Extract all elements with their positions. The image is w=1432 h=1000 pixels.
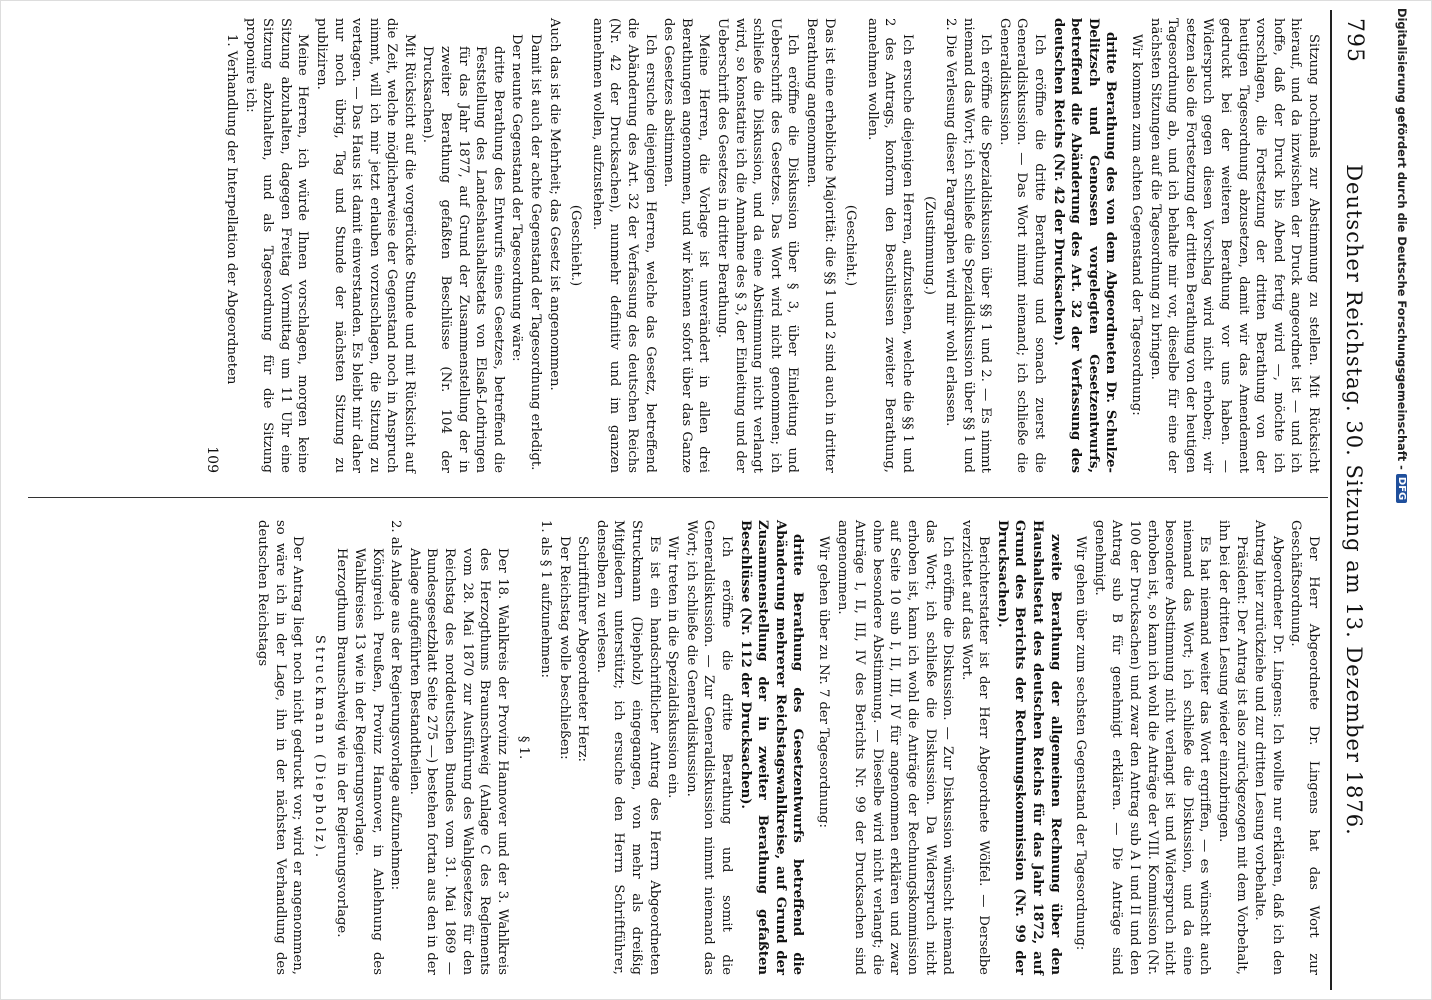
running-head <box>1322 0 1432 1000</box>
digitization-credit <box>1392 8 1412 998</box>
paragraph: Präsident: Der Antrag ist also zurückgezogen mit dem Vorbehalt, ihn bei der dritten Lesung wieder einzubringen. <box>1216 520 1249 975</box>
paragraph: (Zustimmung.) <box>921 196 937 295</box>
paragraph: dritte Berathung des Gesetzentwurfs betreffend die Abänderung mehrerer Reichstagswahlkreise, auf Grund der Zusammenstellung der in zweiter Berathung gefaßten Beschlüsse (Nr. 112 der Drucksachen). <box>737 520 806 975</box>
paragraph: Königreich Preußen, Provinz Hannover, in Anlehnung des Wahlkreises 13 wie in der Regierungsvorlage. <box>352 548 385 975</box>
paragraph: 1. Verhandlung der Interpellation der Abgeordneten <box>223 34 239 385</box>
paragraph: Wir gehen über zu Nr. 7 der Tagesordnung: <box>815 536 831 828</box>
paragraph: Ich ersuche diejenigen Herren, aufzustehen, welche die §§ 1 und 2 des Antrags, konform den Beschlüssen zweiter Berathung, annehmen wollen. <box>864 18 915 473</box>
column-left <box>253 520 1322 975</box>
paragraph: Wir treten in die Spezialdiskussion ein. <box>665 536 681 799</box>
paragraph: Meine Herren, ich würde Ihnen vorschlagen, morgen keine Sitzung abzuhalten, dagegen Freitag Vormittag um 11 Uhr eine Sitzung abzuhalten, und als Tagesordnung für die Sitzung proponire ich: <box>242 18 311 473</box>
paragraph: Ich eröffne die Diskussion über § 3, über Einleitung und Ueberschrift des Gesetzes. Das Wort wird nicht genommen; ich schließe die Diskussion, und da eine Abstimmung nicht verlangt wird, so konstatire ich die Annahme des § 3, der Einleitung und der Ueberschrift des Gesetzes in dritter Berathung. <box>715 18 801 473</box>
paragraph: Der Herr Abgeordnete Dr. Lingens hat das Wort zur Geschäftsordnung. <box>1288 520 1321 975</box>
paragraph: zweite Berathung der allgemeinen Rechnung über den Haushaltsetat des deutschen Reichs für das Jahr 1872, auf Grund des Berichts der Rechnungskommission (Nr. 99 der Drucksachen). <box>994 520 1063 975</box>
paragraph: Wir gehen über zum sechsten Gegenstand der Tagesordnung: <box>1073 536 1089 951</box>
paragraph: Der Antrag liegt noch nicht gedruckt vor; wird er angenommen, so wäre ich in der Lage, ihn in der nächsten Verhandlung des deutschen Reichstags <box>255 520 306 975</box>
header-rule <box>1330 10 1332 990</box>
column-divider <box>28 497 1328 498</box>
paragraph: Ich ersuche diejenigen Herren, welche das Gesetz, betreffend die Abänderung des Art. 32 der Verfassung des deutschen Reichs (Nr. 42 der Drucksachen), nunmehr definitiv und im ganzen annehmen wollen, aufzustehen. <box>589 18 658 473</box>
paragraph: Herzogthum Braunschweig wie in der Regierungsvorlage. <box>333 548 349 938</box>
dfg-logo-icon: DFG <box>1397 474 1408 503</box>
paragraph: Der neunte Gegenstand der Tagesordnung wäre: <box>509 34 525 362</box>
paragraph: 1. als § 1 aufzunehmen: <box>538 520 554 678</box>
running-title: Deutscher Reichstag. 30. Sitzung am 13. Dezember 1876. <box>1342 164 1366 836</box>
paragraph: Wir kommen zum achten Gegenstand der Tagesordnung: <box>1129 34 1145 416</box>
paragraph: Es ist ein handschriftlicher Antrag des Herrn Abgeordneten Struckmann (Diepholz) eingegangen, von mehr als dreißig Mitgliedern unterstützt; ich ersuche den Herrn Schriftführer, denselben zu verlesen. <box>593 520 662 975</box>
paragraph: Es hat niemand weiter das Wort ergriffen, — es wünscht auch niemand das Wort; ich schließe die Diskussion, und da eine besondere Abstimmung nicht verlangt ist und Widerspruch nicht erhoben ist, so kann ich wohl die Anträge der VIII. Kommission (Nr. 100 der Drucksachen) und zwar den Antrag sub A I und II und den Antrag sub B für genehmigt erklären. — Die Anträge sind genehmigt. <box>1091 520 1213 975</box>
paragraph: Auch das ist die Mehrheit; das Gesetz ist angenommen. <box>546 18 562 391</box>
paragraph: Berichterstatter ist der Herr Abgeordnete Wölfel. — Derselbe verzichtet auf das Wort. <box>958 520 992 975</box>
paragraph: 2. als Anlage aus der Regierungsvorlage aufzunehmen: <box>388 520 404 891</box>
page-number: 795 <box>1342 18 1367 63</box>
paragraph: Der Reichstag wolle beschließen: <box>556 536 572 760</box>
sheet-number: 109 <box>204 446 221 473</box>
paragraph: (Geschieht.) <box>568 204 584 287</box>
credit-text: Digitalisierung gefördert durch die Deutsche Forschungsgemeinschaft - <box>1395 8 1409 470</box>
paragraph: dritte Berathung des Entwurfs eines Gesetzes, betreffend die Feststellung des Landeshaushaltsetats von Elsaß-Lothringen für das Jahr 1877, auf Grund der Zusammenstellung der in zweiter Berathung gefaßten Beschlüsse (Nr. 104 der Drucksachen). <box>420 46 506 473</box>
column-right <box>203 18 1322 473</box>
paragraph: Damit ist auch der achte Gegenstand der Tagesordnung erledigt. <box>528 34 544 471</box>
paragraph: Abgeordneter Dr. Lingens: Ich wollte nur erklären, daß ich den Antrag hier zurückziehe und zur dritten Lesung vorbehalte. <box>1252 520 1285 975</box>
paragraph: Ich eröffne die dritte Berathung und sonach zuerst die Generaldiskussion. — Das Wort nimmt niemand; ich schließe die Generaldiskussion. <box>996 18 1048 473</box>
paragraph: Schriftführer Abgeordneter Herz: <box>575 536 591 762</box>
paragraph: dritte Berathung des von dem Abgeordneten Dr. Schulze-Delitzsch und Genossen vorgelegten Gesetzentwurfs, betreffend die Abänderung des Art. 32 der Verfassung des deutschen Reichs (Nr. 42 der Drucksachen). <box>1050 18 1119 473</box>
paragraph: Mit Rücksicht auf die vorgerückte Stunde und mit Rücksicht auf die Zeit, welche möglicherweise der Gegenstand noch in Anspruch nimmt, will ich mir jetzt erlauben vorzuschlagen, die Sitzung zu vertagen. — Das Haus ist damit einverstanden. Es bleibt mir daher nur noch übrig, Tag und Stunde der nächsten Sitzung zu publiziren. <box>313 18 417 473</box>
paragraph: Ich eröffne die Spezialdiskussion über §§ 1 und 2. — Es nimmt niemand das Wort; ich schließe die Spezialdiskussion über §§ 1 und 2. Die Verlesung dieser Paragraphen wird mir wohl erlassen. <box>943 18 994 473</box>
paragraph: Das ist eine erhebliche Majorität: die §§ 1 und 2 sind auch in dritter Berathung angenommen. <box>803 18 837 473</box>
paragraph: (Geschieht.) <box>843 204 859 287</box>
paragraph: Meine Herren, die Vorlage ist unverändert in allen drei Berathungen angenommen, und wir können sofort über das Ganze des Gesetzes abstimmen. <box>661 18 712 473</box>
paragraph: Sitzung nochmals zur Abstimmung zu stellen. Mit Rücksicht hierauf, und da inzwischen der Druck angeordnet ist — und ich hoffe, daß der Druck bis Abend fertig wird —, möchte ich vorschlagen, die Fortsetzung der dritten Berathung von der heutigen Tagesordnung abzusetzen, damit wir das Amendement gedruckt bei der weiteren Berathung vor uns haben. — Widerspruch gegen diesen Vorschlag wird nicht erhoben; wir setzen also die Fortsetzung der dritten Berathung von der heutigen Tagesordnung ab, und ich behalte mir vor, dieselbe für eine der nächsten Sitzungen auf die Tagesordnung zu bringen. <box>1147 18 1321 473</box>
paragraph: Ich eröffne die dritte Berathung und somit die Generaldiskussion. — Zur Generaldiskussion nimmt niemand das Wort; ich schließe die Generaldiskussion. <box>683 520 734 975</box>
paragraph: Ich eröffne die Diskussion. — Zur Diskussion wünscht niemand das Wort; ich schließe die Diskussion. Da Widerspruch nicht erhoben ist, kann ich wohl die Anträge der Rechnungskommission auf Seite 10 sub I, II, III, IV für angenommen erklären und zwar ohne besondere Abstimmung. — Dieselbe wird nicht verlangt; die Anträge I, II, III, IV des Berichts Nr. 99 der Drucksachen sind angenommen. <box>834 520 956 975</box>
paragraph: § 1. <box>516 735 532 760</box>
paragraph: Der 18. Wahlkreis der Provinz Hannover und der 3. Wahlkreis des Herzogthums Braunschweig (Anlage C des Reglements vom 28. Mai 1870 zur Ausführung des Wahlgesetzes für den Reichstag des norddeutschen Bundes vom 31. Mai 1869 — Bundesgesetzblatt Seite 275 —) bestehen fortan aus den in der Anlage aufgeführten Bestandtheilen. <box>406 548 510 975</box>
paragraph: Struckmann (Diepholz). <box>311 634 327 861</box>
